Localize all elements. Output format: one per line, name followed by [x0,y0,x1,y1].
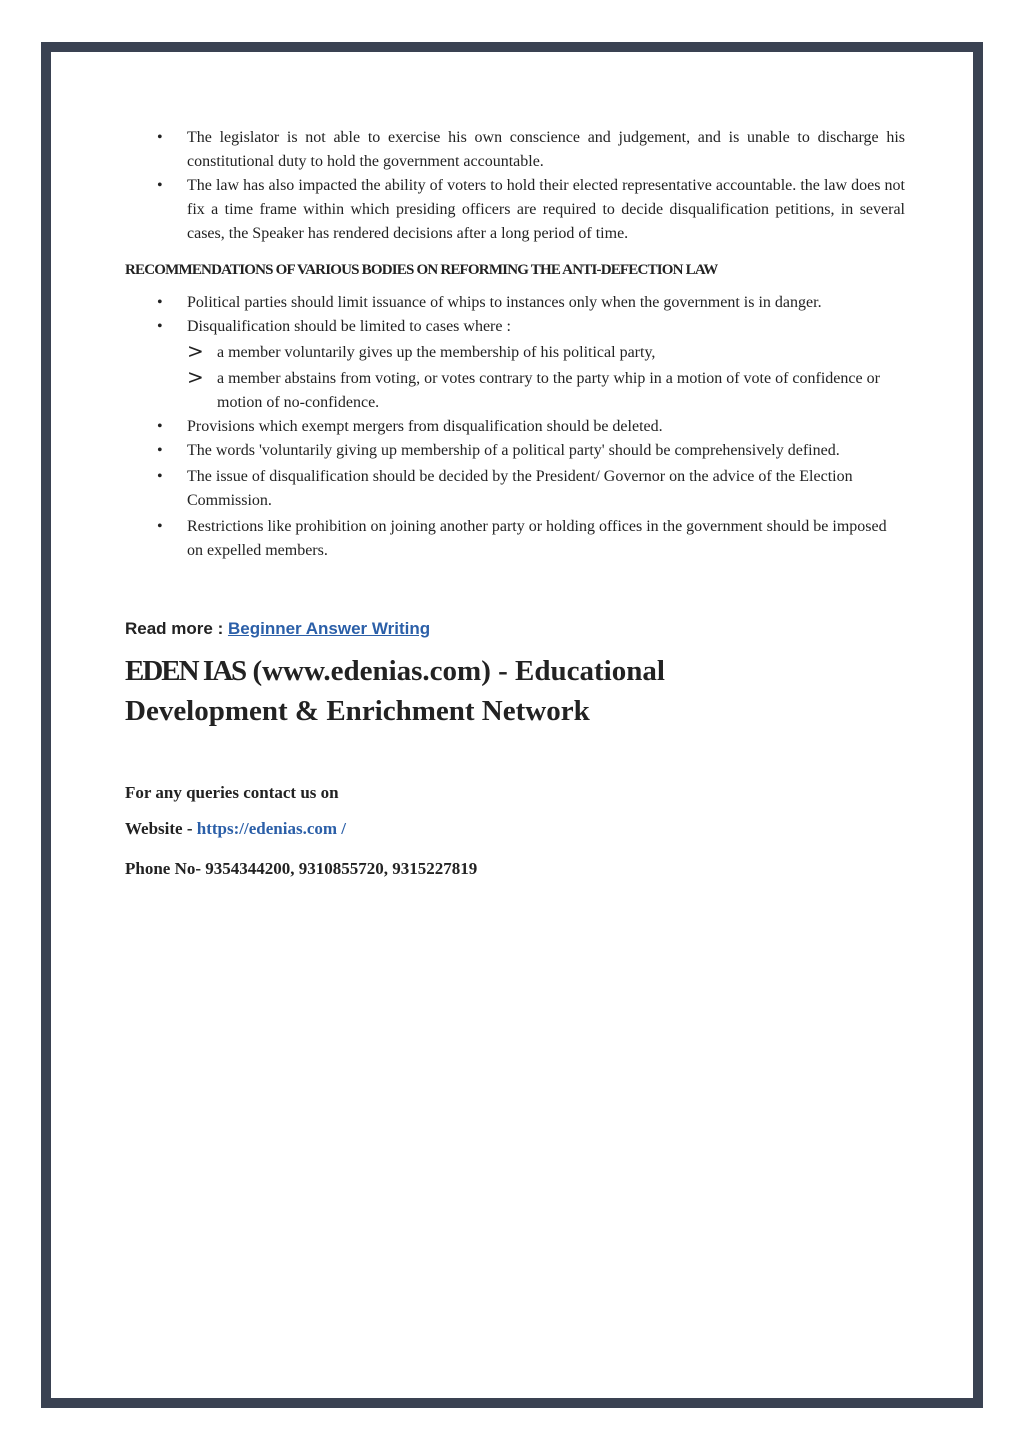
brand-title [125,651,905,731]
list-item-text: Restrictions like prohibition on joining another party or holding offices in the government should be imposed on expelled members. [187,518,887,559]
list-item [125,465,905,513]
read-more-link[interactable]: Beginner Answer Writing [227,619,431,638]
read-more-label: Read more : [125,619,224,638]
list-item-text: The legislator is not able to exercise his own conscience and judgement, and is unable to discharge his constitutional duty to hold the government accountable. [187,129,905,170]
website-link[interactable]: https://edenias.com / [196,819,347,838]
contact-section [125,783,905,879]
bullet-icon: • [157,468,163,485]
document-body [125,126,905,879]
section-heading: RECOMMENDATIONS OF VARIOUS BODIES ON REFORMING THE ANTI-DEFECTION LAW [125,262,718,278]
list-item [125,415,905,439]
contact-website [125,819,905,839]
list-item [125,515,905,563]
bullet-icon: • [157,442,163,459]
list-item-text: Provisions which exempt mergers from disqualification should be deleted. [187,418,663,435]
recommendations-list [125,291,905,563]
brand-name: EDEN IAS [125,655,246,687]
bullet-icon: • [157,129,163,146]
list-item-text: The issue of disqualification should be decided by the President/ Governor on the advice of the Election Commission. [187,468,853,509]
list-item-text: Disqualification should be limited to cases where : [187,318,511,335]
bullet-icon: • [157,294,163,311]
list-item [125,439,905,463]
bullet-icon: • [157,177,163,194]
brand-title-line1: (www.edenias.com) - Educational [252,655,665,687]
contact-queries: For any queries contact us on [125,783,339,802]
bullet-icon: • [157,418,163,435]
list-item-text: Political parties should limit issuance of whips to instances only when the government is in danger. [187,294,822,311]
sub-list-item-text: a member voluntarily gives up the membership of his political party, [217,344,656,361]
website-label: Website - [125,819,193,838]
list-item [125,291,905,315]
sub-list-item-text: a member abstains from voting, or votes contrary to the party whip in a motion of vote of confidence or motion of no-confidence. [217,370,880,411]
read-more [125,619,905,639]
sub-list-item [187,367,905,415]
sub-list-item [187,341,905,365]
arrow-icon: > [187,365,204,389]
list-item [125,126,905,174]
brand-title-line2: Development & Enrichment Network [125,695,590,727]
sub-list [187,341,905,415]
arrow-icon: > [187,339,204,363]
list-item-text: The words 'voluntarily giving up membership of a political party' should be comprehensively defined. [187,442,840,459]
list-item [125,174,905,246]
list-item-text: The law has also impacted the ability of voters to hold their elected representative accountable. the law does not fix a time frame within which presiding officers are required to decide disqualification petitions, in several cases, the Speaker has rendered decisions after a long period of time. [187,177,905,242]
bullet-icon: • [157,318,163,335]
list-item [125,315,905,415]
contact-phone: Phone No- 9354344200, 9310855720, 9315227819 [125,859,478,878]
drawbacks-list [125,126,905,246]
bullet-icon: • [157,518,163,535]
